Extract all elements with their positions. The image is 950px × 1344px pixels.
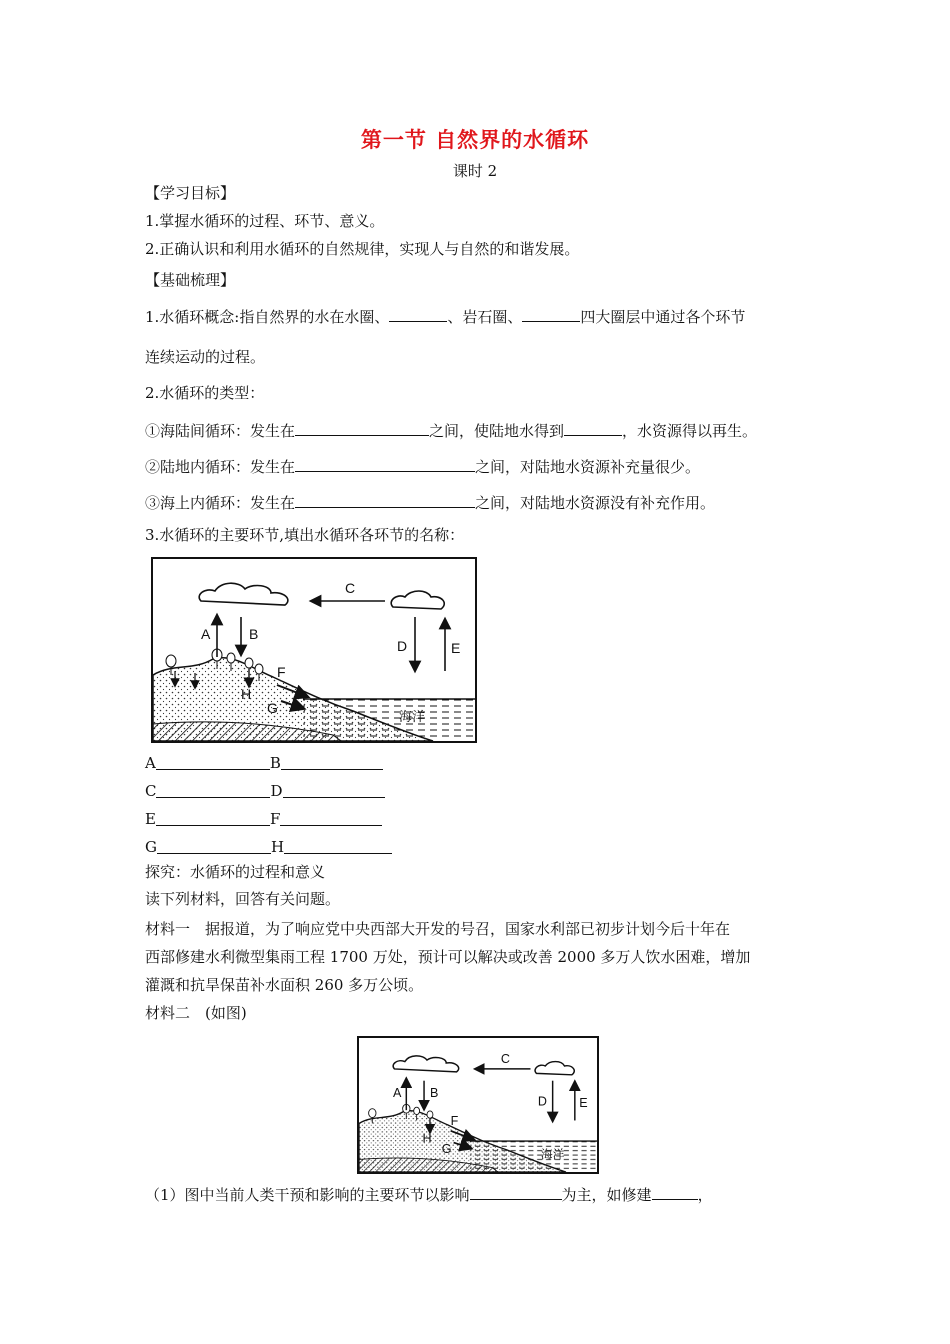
q2-2-text-b: 之间，对陆地水资源补充量很少。 (475, 458, 701, 476)
question-1-line (145, 305, 745, 327)
page-title: 第一节 自然界的水循环 (360, 128, 590, 152)
fill-blank-c[interactable] (156, 782, 270, 798)
fill-blank-h[interactable] (284, 838, 392, 854)
label-b: B (249, 626, 259, 642)
fill-label-a: A (145, 754, 156, 772)
label-f: F (277, 664, 286, 680)
fill-label-e: E (145, 810, 156, 828)
goal-2: 2.正确认识和利用水循环的自然规律，实现人与自然的和谐发展。 (145, 240, 580, 258)
fill-blank-d[interactable] (283, 782, 385, 798)
q2-3-text-a: ③海上内循环：发生在 (145, 494, 296, 512)
q-ex-1-text-b: 为主，如修建 (561, 1186, 652, 1204)
blank-q1-2[interactable] (522, 305, 580, 322)
small-label-h: H (422, 1131, 432, 1146)
lesson-subtitle: 课时 2 (452, 162, 498, 180)
goal-1: 1.掌握水循环的过程、环节、意义。 (145, 212, 385, 230)
label-c: C (345, 580, 356, 596)
q2-2-text-a: ②陆地内循环：发生在 (145, 458, 296, 476)
cloud-over-ocean (391, 591, 444, 609)
fill-row-cd (145, 781, 385, 801)
question-2-1 (145, 419, 757, 441)
fill-row-ab (145, 753, 383, 773)
q-ex-1-text-a: （1）图中当前人类干预和影响的主要环节以影响 (145, 1186, 470, 1204)
small-label-e: E (579, 1096, 588, 1111)
fill-label-b: B (269, 754, 281, 772)
label-d: D (397, 638, 408, 654)
fill-row-ef (145, 809, 382, 829)
goals-heading: 【学习目标】 (145, 184, 236, 202)
q1-text-b: 、岩石圈、 (447, 308, 523, 326)
question-ex-1 (145, 1183, 713, 1205)
q2-1-text-b: 之间，使陆地水得到 (429, 422, 565, 440)
small-label-f: F (450, 1113, 459, 1128)
label-e: E (451, 640, 461, 656)
fill-label-h: H (270, 838, 285, 856)
fill-label-f: F (269, 810, 281, 828)
material-2-label: 材料二 (如图) (145, 1004, 247, 1022)
small-label-c: C (500, 1052, 510, 1067)
water-cycle-figure (153, 559, 475, 741)
fill-row-gh (145, 837, 392, 857)
small-label-d: D (537, 1094, 547, 1109)
cloud-over-land (199, 583, 288, 605)
question-2-3 (145, 491, 715, 513)
explore-heading: 探究：水循环的过程和意义 (145, 863, 326, 881)
water-cycle-figure-small (359, 1038, 597, 1172)
q2-3-text-b: 之间，对陆地水资源没有补充作用。 (475, 494, 716, 512)
blank-q2-1-b[interactable] (564, 419, 622, 436)
read-instruction: 读下列材料，回答有关问题。 (145, 890, 341, 908)
blank-ex-1-b[interactable] (652, 1183, 698, 1200)
blank-q1-1[interactable] (389, 305, 447, 322)
small-label-g: G (441, 1141, 452, 1156)
fill-blank-f[interactable] (280, 810, 382, 826)
blank-q2-2[interactable] (295, 455, 475, 472)
q2-1-text-c: ，水资源得以再生。 (622, 422, 758, 440)
label-h: H (241, 686, 252, 702)
water-cycle-diagram-small (357, 1036, 599, 1174)
q1-text-c: 四大圈层中通过各个环节 (580, 308, 746, 326)
small-label-b: B (429, 1085, 439, 1100)
water-cycle-diagram (151, 557, 477, 743)
material-1-line-2: 西部修建水利微型集雨工程 1700 万处，预计可以解决或改善 2000 多万人饮水困难，增加 (145, 948, 751, 966)
label-a: A (201, 626, 211, 642)
q2-1-text-a: ①海陆间循环：发生在 (145, 422, 296, 440)
small-label-ocean: 海洋 (540, 1147, 565, 1162)
q1-text-d: 连续运动的过程。 (145, 348, 266, 366)
blank-q2-1-a[interactable] (295, 419, 429, 436)
fill-label-d: D (270, 782, 283, 800)
question-2: 2.水循环的类型： (145, 384, 265, 402)
label-g: G (267, 700, 278, 716)
fill-label-c: C (145, 782, 157, 800)
material-1-line-1: 材料一 据报道，为了响应党中央西部大开发的号召，国家水利部已初步计划今后十年在 (145, 920, 731, 938)
q-ex-1-text-c: ， (697, 1186, 713, 1204)
blank-q2-3[interactable] (295, 491, 475, 508)
fill-blank-a[interactable] (156, 754, 270, 770)
fill-label-g: G (145, 838, 157, 856)
basics-heading: 【基础梳理】 (145, 271, 236, 289)
question-2-2 (145, 455, 700, 477)
blank-ex-1-a[interactable] (470, 1183, 562, 1200)
fill-blank-e[interactable] (156, 810, 270, 826)
fill-blank-b[interactable] (281, 754, 383, 770)
q1-text-a: 1.水循环概念:指自然界的水在水圈、 (145, 308, 390, 326)
small-label-a: A (393, 1085, 402, 1100)
fill-blank-g[interactable] (157, 838, 271, 854)
label-ocean: 海洋 (399, 710, 426, 725)
material-1-line-3: 灌溉和抗旱保苗补水面积 260 多万公顷。 (145, 976, 424, 994)
question-3: 3.水循环的主要环节,填出水循环各环节的名称： (145, 526, 465, 544)
